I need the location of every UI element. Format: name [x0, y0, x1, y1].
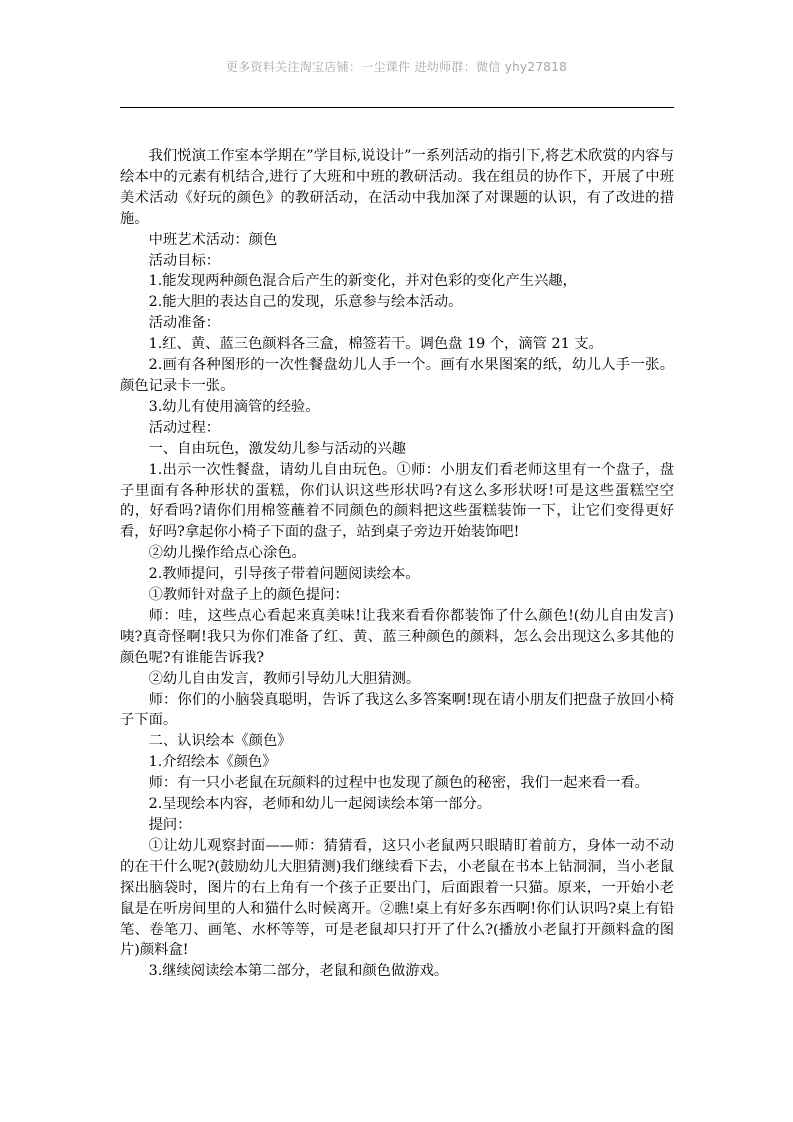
process-paragraph: 1.出示一次性餐盘，请幼儿自由玩色。①师：小朋友们看老师这里有一个盘子，盘子里面有各种形状的蛋糕，你们认识这些形状吗?有这么多形状呀!可是这些蛋糕空空的，好看吗?请你们用棉签蘸着不同颜色的颜料把这些蛋糕装饰一下，让它们变得更好看，好吗?拿起你小椅子下面的盘子，站到桌子旁边开始装饰吧! — [120, 461, 674, 541]
paragraph-intro: 我们悦演工作室本学期在”学目标,说设计”一系列活动的指引下,将艺术欣赏的内容与绘本中的元素有机结合,进行了大班和中班的教研活动。我在组员的协作下，开展了中班美术活动《好玩的颜色》的教研活动，在活动中我加深了对课题的认识，有了改进的措施。 — [120, 148, 674, 227]
page-header: 更多资料关注淘宝店铺：一尘课件 进幼师群：微信 yhy27818 — [225, 60, 568, 74]
process-part-heading: 一、自由玩色，激发幼儿参与活动的兴趣 — [148, 440, 406, 457]
preparation-item: 2.画有各种图形的一次性餐盘幼儿人手一个。画有水果图案的纸，幼儿人手一张。颜色记录卡一张。 — [120, 357, 674, 394]
process-paragraph: ①让幼儿观察封面——师：猜猜看，这只小老鼠两只眼睛盯着前方，身体一动不动的在干什么呢?(鼓励幼儿大胆猜测)我们继续看下去，小老鼠在书本上钻洞洞，当小老鼠探出脑袋时，图片的右上角有一个孩子正要出门，后面跟着一只猫。原来，一开始小老鼠是在听房间里的人和猫什么时候离开。②瞧!桌上有好多东西啊!你们认识吗?桌上有铅笔、卷笔刀、画笔、水杯等等，可是老鼠却只打开了什么?(播放小老鼠打开颜料盒的图片)颜料盒! — [120, 837, 674, 959]
goal-item: 1.能发现两种颜色混合后产生的新变化，并对色彩的变化产生兴趣， — [148, 273, 577, 290]
preparation-item: 3.幼儿有使用滴管的经验。 — [148, 398, 320, 415]
section-heading-process: 活动过程： — [148, 419, 221, 436]
process-paragraph: 师：哇，这些点心看起来真美味!让我来看看你都装饰了什么颜色!(幼儿自由发言)咦?真奇怪啊!我只为你们准备了红、黄、蓝三种颜色的颜料，怎么会出现这么多其他的颜色呢?有谁能告诉我? — [120, 607, 674, 666]
preparation-item: 1.红、黄、蓝三色颜料各三盒，棉签若干。调色盘 19 个，滴管 21 支。 — [148, 336, 603, 353]
activity-title: 中班艺术活动：颜色 — [148, 231, 278, 248]
process-paragraph: 师：你们的小脑袋真聪明，告诉了我这么多答案啊!现在请小朋友们把盘子放回小椅子下面。 — [120, 691, 674, 729]
goal-item: 2.能大胆的表达自己的发现，乐意参与绘本活动。 — [148, 294, 463, 311]
process-paragraph: 2.教师提问，引导孩子带着问题阅读绘本。 — [148, 566, 420, 583]
process-paragraph: 3.继续阅读绘本第二部分，老鼠和颜色做游戏。 — [148, 963, 449, 980]
process-paragraph: 师：有一只小老鼠在玩颜料的过程中也发现了颜色的秘密，我们一起来看一看。 — [148, 775, 649, 792]
process-paragraph: 提问： — [148, 817, 192, 833]
process-paragraph: ①教师针对盘子上的颜色提问： — [148, 587, 349, 604]
section-heading-goals: 活动目标： — [148, 252, 221, 269]
section-heading-preparation: 活动准备： — [148, 315, 221, 332]
process-paragraph: 2.呈现绘本内容，老师和幼儿一起阅读绘本第一部分。 — [148, 796, 492, 813]
process-part-heading: 二、认识绘本《颜色》 — [148, 733, 292, 750]
process-paragraph: 1.介绍绘本《颜色》 — [148, 754, 277, 771]
process-paragraph: ②幼儿自由发言，教师引导幼儿大胆猜测。 — [148, 670, 421, 687]
process-paragraph: ②幼儿操作给点心涂色。 — [148, 545, 306, 562]
header-divider — [120, 107, 674, 108]
document-body — [120, 146, 674, 982]
